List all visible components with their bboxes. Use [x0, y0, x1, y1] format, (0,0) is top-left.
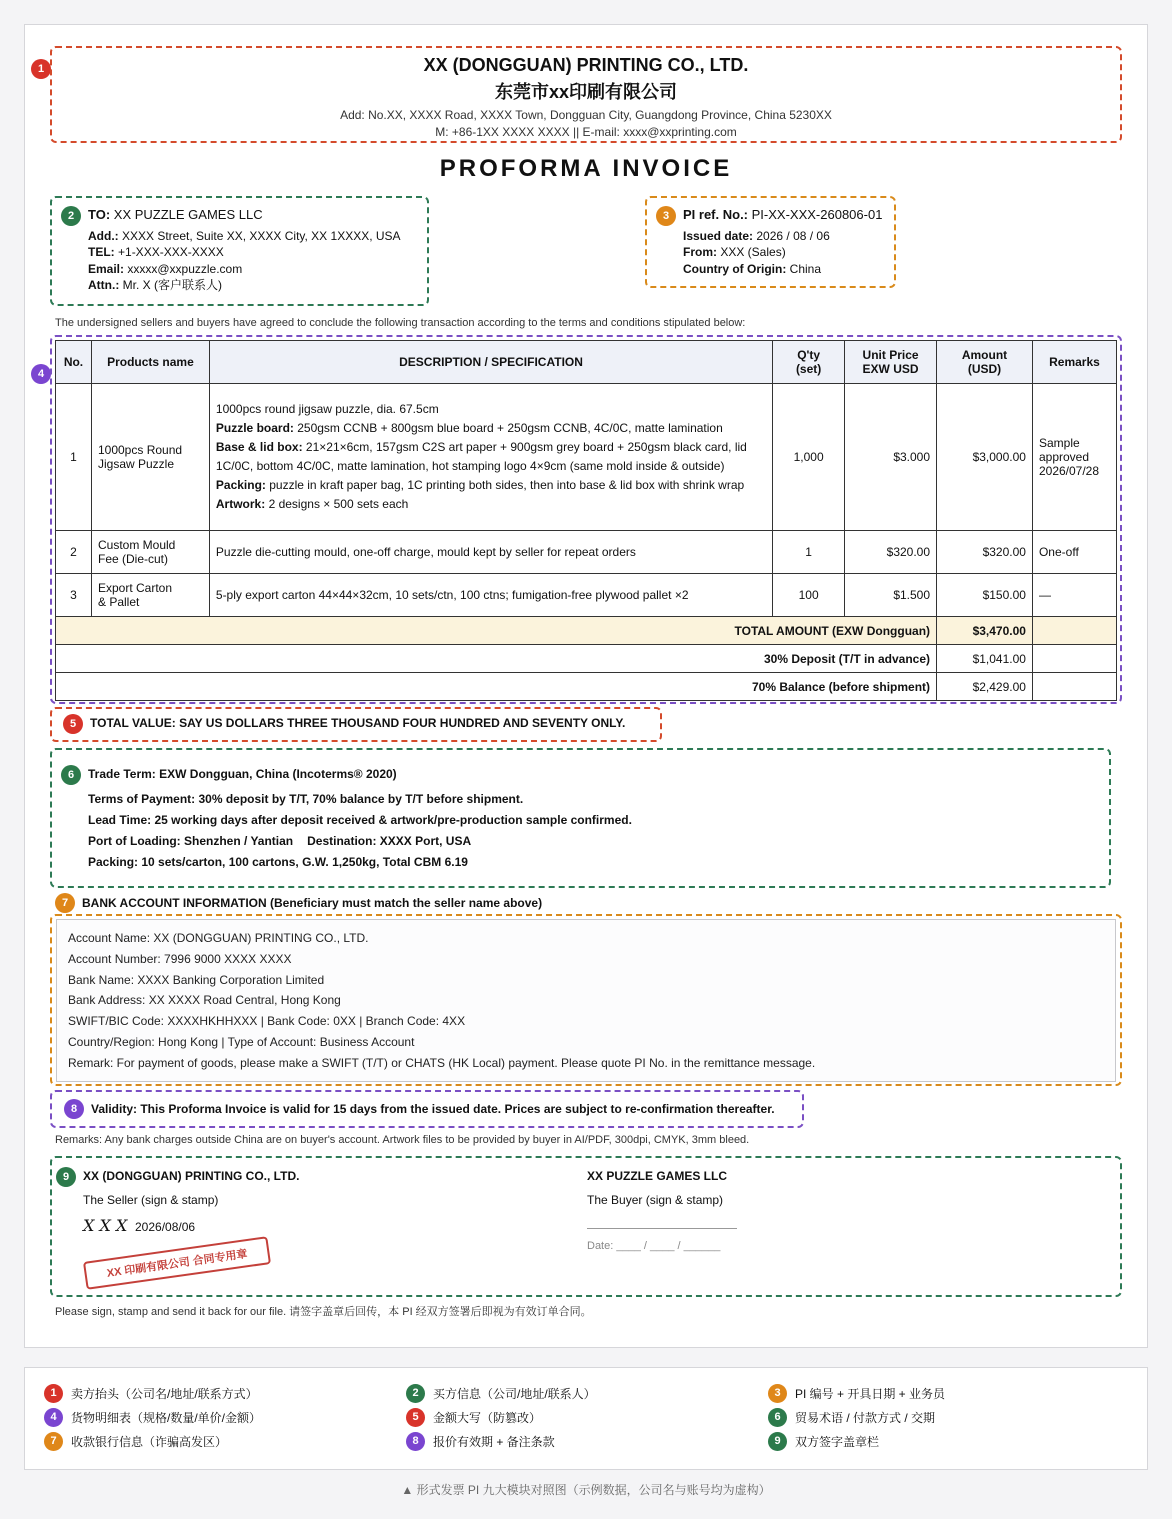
balance-row: 70% Balance (before shipment) $2,429.00: [56, 673, 1117, 701]
col-amount: Amount (USD): [937, 341, 1033, 384]
table-header-row: [56, 341, 1117, 384]
legend-item: 8 报价有效期 + 备注条款: [406, 1429, 768, 1453]
module-8-badge: 8: [64, 1099, 84, 1119]
deposit-row: 30% Deposit (T/T in advance) $1,041.00: [56, 645, 1117, 673]
lead-time: Lead Time: 25 working days after deposit received & artwork/pre-production sample confirmed.: [88, 813, 632, 827]
legend-item: 6 贸易术语 / 付款方式 / 交期: [768, 1405, 1130, 1429]
bank-title: BANK ACCOUNT INFORMATION (Beneficiary must match the seller name above): [82, 896, 543, 910]
doc-title: PROFORMA INVOICE: [439, 155, 733, 182]
module-7-badge: 7: [55, 893, 75, 913]
total-row: TOTAL AMOUNT (EXW Dongguan) $3,470.00: [56, 617, 1117, 645]
sign-note: Please sign, stamp and send it back for our file. 请签字盖章后回传，本 PI 经双方签署后即视为有效订单合同。: [55, 1306, 592, 1318]
buyer-sign-date: Date: ____ / ____ / ______: [587, 1240, 721, 1252]
legend-item: 5 金额大写（防篡改）: [406, 1405, 768, 1429]
buyer-info: TO: XX PUZZLE GAMES LLC Add.: XXXX Street, Suite XX, XXXX City, XX 1XXXX, USA TEL: +1-XXX-XXX-XXXX Email: xxxxx@xxpuzzle.com Attn.: Mr. X (客户联系人): [88, 207, 401, 292]
legend-item: 4 货物明细表（规格/数量/单价/金额）: [44, 1405, 406, 1429]
seller-sign-role: The Seller (sign & stamp): [83, 1193, 219, 1207]
legend-badge: 4: [44, 1408, 63, 1427]
seller-sign-name: XX (DONGGUAN) PRINTING CO., LTD.: [83, 1169, 300, 1183]
legend-item: 3 PI 编号 + 开具日期 + 业务员: [768, 1381, 1130, 1405]
figure-caption: ▲ 形式发票 PI 九大模块对照图（示例数据，公司名与账号均为虚构）: [401, 1483, 771, 1497]
module-2-badge: 2: [61, 206, 81, 226]
bank-address: Bank Address: XX XXXX Road Central, Hong Kong: [68, 993, 341, 1008]
legend-badge: 6: [768, 1408, 787, 1427]
legend-badge: 8: [406, 1432, 425, 1451]
col-product: Products name: [91, 341, 209, 384]
agreement-text: The undersigned sellers and buyers have agreed to conclude the following transaction according to the terms and conditions stipulated below:: [55, 317, 746, 329]
goods-table-wrap: [55, 340, 1117, 701]
seller-name-cn: 东莞市xx印刷有限公司: [494, 82, 678, 102]
buyer-sign-name: XX PUZZLE GAMES LLC: [587, 1169, 728, 1183]
legend-badge: 2: [406, 1384, 425, 1403]
legend-badge: 7: [44, 1432, 63, 1451]
module-9-badge: 9: [56, 1167, 76, 1187]
col-remarks: Remarks: [1032, 341, 1116, 384]
table-row: 2 Custom Mould Fee (Die-cut) Puzzle die-cutting mould, one-off charge, mould kept by seller for repeat orders 1 $320.00 $320.00 One-off: [56, 531, 1117, 574]
payment-terms: Terms of Payment: 30% deposit by T/T, 70% balance by T/T before shipment.: [88, 792, 524, 806]
module-3-badge: 3: [656, 206, 676, 226]
pi-info: PI ref. No.: PI-XX-XXX-260806-01 Issued date: 2026 / 08 / 06 From: XXX (Sales) Country of Origin: China: [683, 207, 883, 276]
seller-signature: X X X: [83, 1216, 128, 1235]
legend-badge: 9: [768, 1432, 787, 1451]
bank-remark: Remark: For payment of goods, please make a SWIFT (T/T) or CHATS (HK Local) payment. Please quote PI No. in the remittance message.: [68, 1055, 816, 1070]
col-no: No.: [56, 341, 92, 384]
bank-info: [56, 919, 1116, 1082]
goods-table: [55, 340, 1117, 701]
col-price: Unit Price EXW USD: [845, 341, 937, 384]
row1-description: 1000pcs round jigsaw puzzle, dia. 67.5cm Puzzle board: 250gsm CCNB + 800gsm blue board + 250gsm CCNB, 4C/0C, matte lamination Base & lid box: 21×21×6cm, 157gsm C2S art paper + 900gsm grey board + 250gsm black card, lid 1C/0C, bottom 4C/0C, matte lamination, hot stamping logo 4×9cm (same mold inside & outside) Packing: puzzle in kraft paper bag, 1C printing both sides, then into base & lid box with shrink wrap Artwork: 2 designs × 500 sets each: [209, 384, 772, 531]
bank-name: Bank Name: XXXX Banking Corporation Limited: [68, 972, 325, 987]
module-6-badge: 6: [61, 765, 81, 785]
legend-item: 1 卖方抬头（公司名/地址/联系方式）: [44, 1381, 406, 1405]
legend-badge: 3: [768, 1384, 787, 1403]
trade-term: Trade Term: EXW Dongguan, China (Incoterms® 2020): [88, 767, 397, 781]
legend-item: 9 双方签字盖章栏: [768, 1429, 1130, 1453]
validity-text: Validity: This Proforma Invoice is valid for 15 days from the issued date. Prices are subject to re-confirmation thereafter.: [91, 1102, 775, 1116]
port-line: Port of Loading: Shenzhen / Yantian Destination: XXXX Port, USA: [88, 834, 472, 848]
seller-sign-date: 2026/08/06: [135, 1220, 196, 1234]
bank-account-number: Account Number: 7996 9000 XXXX XXXX: [68, 951, 292, 966]
company-stamp: XX 印刷有限公司 合同专用章: [83, 1236, 271, 1290]
module-5-badge: 5: [63, 714, 83, 734]
total-value-words: TOTAL VALUE: SAY US DOLLARS THREE THOUSAND FOUR HUNDRED AND SEVENTY ONLY.: [90, 716, 626, 730]
bank-codes: SWIFT/BIC Code: XXXXHKHHXXX | Bank Code: 0XX | Branch Code: 4XX: [68, 1014, 466, 1029]
buyer-sign-role: The Buyer (sign & stamp): [587, 1193, 724, 1207]
legend-badge: 5: [406, 1408, 425, 1427]
module-1-badge: 1: [31, 59, 51, 79]
legend-item: 2 买方信息（公司/地址/联系人）: [406, 1381, 768, 1405]
bank-country: Country/Region: Hong Kong | Type of Account: Business Account: [68, 1034, 415, 1049]
legend-item: 7 收款银行信息（诈骗高发区）: [44, 1429, 406, 1453]
packing-line: Packing: 10 sets/carton, 100 cartons, G.W. 1,250kg, Total CBM 6.19: [88, 855, 468, 869]
remarks-note: Remarks: Any bank charges outside China are on buyer's account. Artwork files to be provided by buyer in AI/PDF, 300dpi, CMYK, 3mm bleed.: [55, 1134, 750, 1146]
buyer-signature-line: [587, 1228, 737, 1229]
legend-badge: 1: [44, 1384, 63, 1403]
seller-contact: M: +86-1XX XXXX XXXX || E-mail: xxxx@xxprinting.com: [435, 125, 737, 139]
table-row: 3 Export Carton & Pallet 5-ply export carton 44×44×32cm, 10 sets/ctn, 100 ctns; fumigation-free plywood pallet ×2 100 $1.500 $150.00 —: [56, 574, 1117, 617]
seller-header-box: [50, 46, 1122, 143]
seller-name-en: XX (DONGGUAN) PRINTING CO., LTD.: [423, 55, 749, 75]
seller-address: Add: No.XX, XXXX Road, XXXX Town, Dongguan City, Guangdong Province, China 5230XX: [340, 108, 832, 122]
legend-grid: [44, 1381, 1134, 1453]
module-4-badge: 4: [31, 364, 51, 384]
col-desc: DESCRIPTION / SPECIFICATION: [209, 341, 772, 384]
col-qty: Q'ty (set): [773, 341, 845, 384]
bank-account-name: Account Name: XX (DONGGUAN) PRINTING CO., LTD.: [68, 931, 369, 945]
table-row: 1 1000pcs Round Jigsaw Puzzle 1000pcs round jigsaw puzzle, dia. 67.5cm Puzzle board: 250gsm CCNB + 800gsm blue board + 250gsm CCNB, 4C/0C, matte lamination Base & lid box: 21×21×6cm, 157gsm C2S art paper + 900gsm grey board + 250gsm black card, lid 1C/0C, bottom 4C/0C, matte lamination, hot stamping logo 4×9cm (same mold inside & outside) Packing: puzzle in kraft paper bag, 1C printing both sides, then into base & lid box with shrink wrap Artwork: 2 designs × 500 sets each 1,000 $3.000 $3,000.00 Sample approved 2026/07/28: [56, 384, 1117, 531]
